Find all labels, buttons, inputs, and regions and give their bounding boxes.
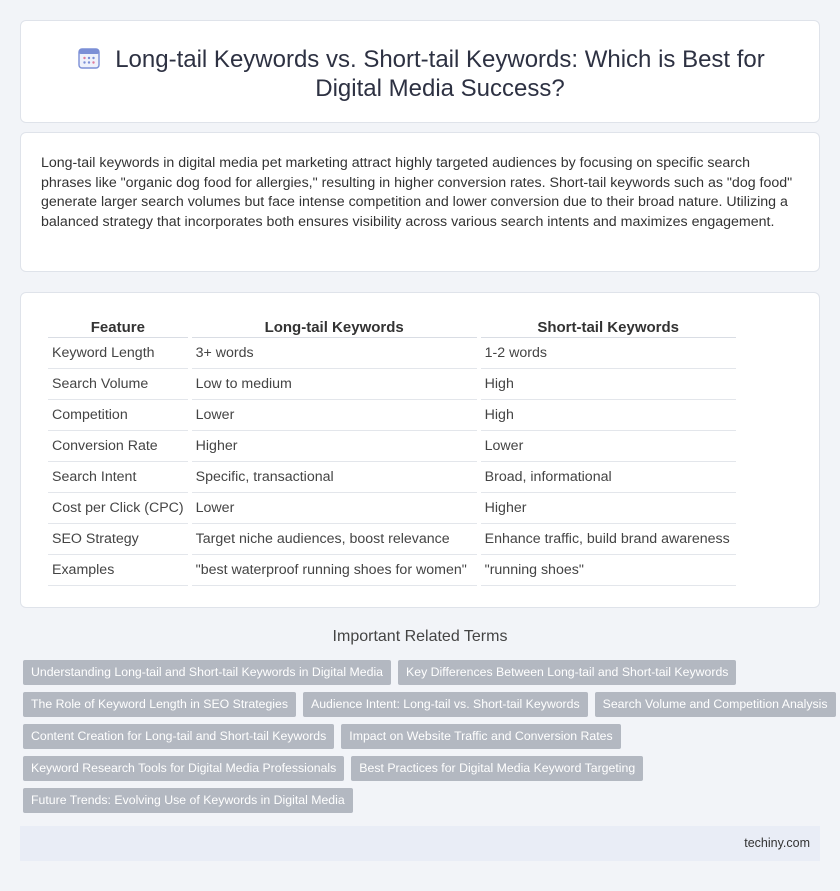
long-tail-cell: Specific, transactional xyxy=(192,462,477,493)
table-row xyxy=(48,493,736,524)
footer xyxy=(20,826,820,861)
short-tail-cell: High xyxy=(481,400,736,431)
long-tail-cell: "best waterproof running shoes for women" xyxy=(192,555,477,586)
long-tail-cell: Low to medium xyxy=(192,369,477,400)
feature-cell: SEO Strategy xyxy=(48,524,188,555)
table-row xyxy=(48,462,736,493)
related-term-tag[interactable]: The Role of Keyword Length in SEO Strategies xyxy=(23,692,296,717)
intro-card xyxy=(20,132,820,272)
related-term-tag[interactable]: Understanding Long-tail and Short-tail Keywords in Digital Media xyxy=(23,660,391,685)
table-row xyxy=(48,338,736,369)
related-term-tag[interactable]: Impact on Website Traffic and Conversion Rates xyxy=(341,724,620,749)
short-tail-cell: Higher xyxy=(481,493,736,524)
feature-cell: Examples xyxy=(48,555,188,586)
tag-row xyxy=(23,788,823,813)
table-header-row xyxy=(48,315,736,338)
long-tail-cell: Lower xyxy=(192,400,477,431)
long-tail-cell: Lower xyxy=(192,493,477,524)
related-term-tag[interactable]: Keyword Research Tools for Digital Media Professionals xyxy=(23,756,344,781)
comparison-table xyxy=(44,315,740,586)
tag-row xyxy=(23,724,823,749)
short-tail-cell: High xyxy=(481,369,736,400)
related-terms-list xyxy=(23,660,828,820)
short-tail-cell: Enhance traffic, build brand awareness xyxy=(481,524,736,555)
feature-cell: Search Intent xyxy=(48,462,188,493)
long-tail-cell: Target niche audiences, boost relevance xyxy=(192,524,477,555)
tag-row xyxy=(23,660,823,685)
table-row xyxy=(48,555,736,586)
long-tail-cell: Higher xyxy=(192,431,477,462)
feature-cell: Conversion Rate xyxy=(48,431,188,462)
related-term-tag[interactable]: Future Trends: Evolving Use of Keywords in Digital Media xyxy=(23,788,353,813)
related-terms-heading: Important Related Terms xyxy=(332,628,508,645)
short-tail-cell: "running shoes" xyxy=(481,555,736,586)
tag-row xyxy=(23,756,823,781)
feature-cell: Search Volume xyxy=(48,369,188,400)
intro-paragraph: Long-tail keywords in digital media pet marketing attract highly targeted audiences by focusing on specific search phrases like "organic dog food for allergies," resulting in higher conversion rates. Short-tail keywords such as "dog food" generate larger search volumes but face intense competition and lower conversion due to their broad nature. Utilizing a balanced strategy that incorporates both ensures visibility across various search intents and maximizes engagement. xyxy=(41,155,793,230)
site-link[interactable]: techiny.com xyxy=(744,836,810,850)
tag-row xyxy=(23,692,828,717)
short-tail-cell: 1-2 words xyxy=(481,338,736,369)
header-short-tail: Short-tail Keywords xyxy=(481,315,736,338)
long-tail-cell: 3+ words xyxy=(192,338,477,369)
table-row xyxy=(48,431,736,462)
feature-cell: Keyword Length xyxy=(48,338,188,369)
related-term-tag[interactable]: Search Volume and Competition Analysis xyxy=(595,692,836,717)
page-title: Long-tail Keywords vs. Short-tail Keywords: Which is Best for Digital Media Success? xyxy=(115,46,765,102)
feature-cell: Competition xyxy=(48,400,188,431)
title-card xyxy=(20,20,820,123)
feature-cell: Cost per Click (CPC) xyxy=(48,493,188,524)
table-row xyxy=(48,400,736,431)
related-term-tag[interactable]: Best Practices for Digital Media Keyword Targeting xyxy=(351,756,643,781)
related-term-tag[interactable]: Audience Intent: Long-tail vs. Short-tail Keywords xyxy=(303,692,588,717)
related-term-tag[interactable]: Content Creation for Long-tail and Short-tail Keywords xyxy=(23,724,334,749)
header-feature: Feature xyxy=(48,315,188,338)
table-row xyxy=(48,524,736,555)
table-row xyxy=(48,369,736,400)
header-long-tail: Long-tail Keywords xyxy=(192,315,477,338)
short-tail-cell: Broad, informational xyxy=(481,462,736,493)
related-term-tag[interactable]: Key Differences Between Long-tail and Short-tail Keywords xyxy=(398,660,736,685)
short-tail-cell: Lower xyxy=(481,431,736,462)
comparison-card xyxy=(20,292,820,608)
